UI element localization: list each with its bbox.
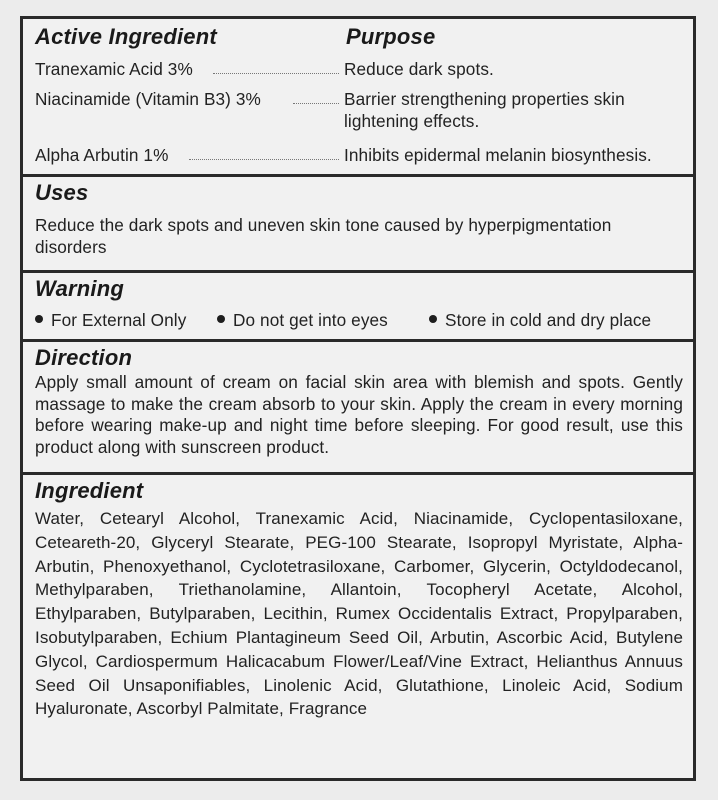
bullet-icon xyxy=(35,315,43,323)
direction-text: Apply small amount of cream on facial skin area with blemish and spots. Gently massage to make the cream absorb to your skin. Apply the cream in every morning before wearing make-up and night time before sleeping. For good result, use this product along with sunscreen product. xyxy=(35,372,683,457)
uses-text: Reduce the dark spots and uneven skin tone caused by hyperpigmentation disorders xyxy=(35,215,612,257)
uses-section xyxy=(23,174,693,273)
warning-section xyxy=(23,270,693,342)
ingredient-purpose: Barrier strengthening properties skin lightening effects. xyxy=(344,89,625,131)
ingredient-heading: Ingredient xyxy=(35,478,144,503)
active-ingredient-heading: Active Ingredient xyxy=(35,24,217,49)
ingredient-row xyxy=(35,144,690,166)
leader-dots xyxy=(213,73,339,74)
uses-heading: Uses xyxy=(35,180,89,205)
active-ingredient-section xyxy=(23,19,693,177)
ingredient-name: Alpha Arbutin 1% xyxy=(35,145,169,165)
direction-section xyxy=(23,339,693,475)
warning-item: Store in cold and dry place xyxy=(429,309,651,331)
bullet-icon xyxy=(217,315,225,323)
ingredient-purpose: Reduce dark spots. xyxy=(344,59,494,79)
warning-heading: Warning xyxy=(35,276,124,301)
ingredient-row xyxy=(35,58,690,80)
ingredient-list-text: Water, Cetearyl Alcohol, Tranexamic Acid, Niacinamide, Cyclopentasiloxane, Ceteareth-20, Glyceryl Stearate, PEG-100 Stearate, Isopropyl Myristate, Alpha-Arbutin, Phenoxyethanol, Cyclotetrasiloxane, Carbomer, Glycerin, Octyldodecanol, Methylparaben, Triethanolamine, Allantoin, Tocopheryl Acetate, Alcohol, Ethylparaben, Butylparaben, Lecithin, Rumex Occidentalis Extract, Propylparaben, Isobutylparaben, Echium Plantagineum Seed Oil, Arbutin, Ascorbic Acid, Butylene Glycol, Cardiospermum Halicacabum Flower/Leaf/Vine Extract, Helianthus Annuus Seed Oil Unsaponifiables, Linolenic Acid, Glutathione, Linoleic Acid, Sodium Hyaluronate, Ascorbyl Palmitate, Fragrance xyxy=(35,509,683,719)
purpose-heading: Purpose xyxy=(346,24,436,49)
warning-item: Do not get into eyes xyxy=(217,309,388,331)
ingredient-section xyxy=(23,472,693,778)
warning-item: For External Only xyxy=(35,309,186,331)
ingredient-row xyxy=(35,88,690,132)
ingredient-name: Tranexamic Acid 3% xyxy=(35,59,193,79)
ingredient-name: Niacinamide (Vitamin B3) 3% xyxy=(35,89,261,109)
bullet-icon xyxy=(429,315,437,323)
direction-heading: Direction xyxy=(35,345,133,370)
leader-dots xyxy=(189,159,339,160)
ingredient-purpose: Inhibits epidermal melanin biosynthesis. xyxy=(344,145,652,165)
leader-dots xyxy=(293,103,339,104)
drug-facts-panel xyxy=(20,16,696,781)
